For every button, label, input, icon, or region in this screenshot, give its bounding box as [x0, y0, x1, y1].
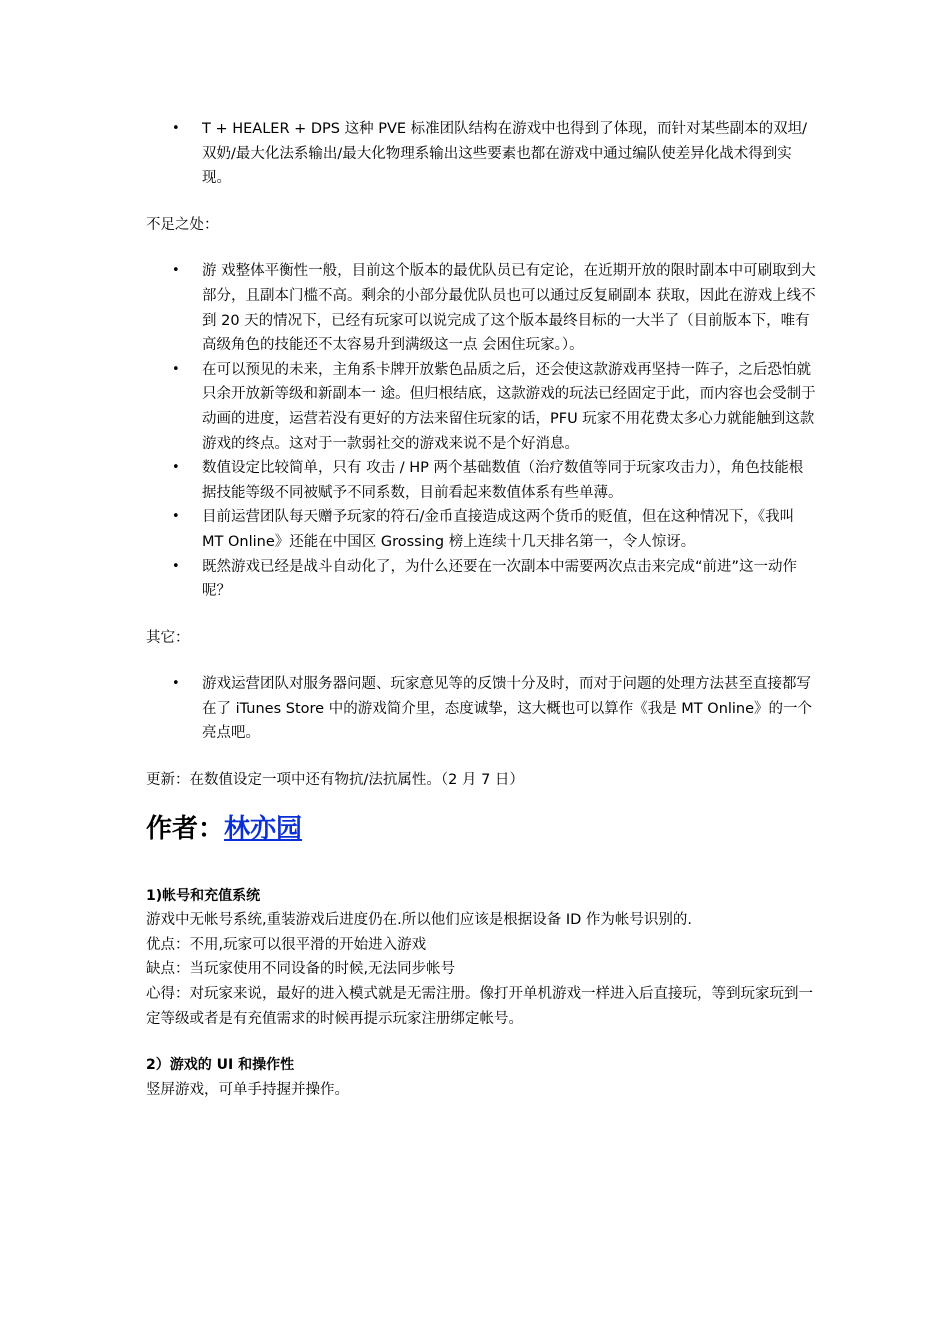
- author-heading: [146, 812, 816, 846]
- cons-list: [146, 259, 816, 603]
- cons-heading: 不足之处：: [146, 216, 219, 233]
- list-item: [146, 358, 816, 456]
- list-item-text: T + HEALER + DPS 这种 PVE 标准团队结构在游戏中也得到了体现，而针对某些副本的双坦/双奶/最大化法系输出/最大化物理系输出这些要素也都在游戏中通过编队使差异化战术得到实现。: [202, 121, 808, 187]
- list-item: [146, 117, 816, 191]
- bullet-icon: •: [172, 509, 180, 525]
- paragraph-line: 优点：不用,玩家可以很平滑的开始进入游戏: [146, 936, 427, 953]
- list-item: [146, 505, 816, 554]
- section-title: 2）游戏的 UI 和操作性: [146, 1057, 295, 1074]
- list-item-text: 目前运营团队每天赠予玩家的符石/金币直接造成这两个货币的贬值，但在这种情况下，《我叫 MT Online》还能在中国区 Grossing 榜上连续十几天排名第一，令人惊讶。: [202, 509, 795, 550]
- paragraph-line: 心得：对玩家来说，最好的进入模式就是无需注册。像打开单机游戏一样进入后直接玩，等到玩家玩到一定等级或者是有充值需求的时候再提示玩家注册绑定帐号。: [146, 986, 813, 1027]
- document-body: [146, 117, 816, 1102]
- list-item: [146, 555, 816, 604]
- list-item-text: 游 戏整体平衡性一般，目前这个版本的最优队员已有定论，在近期开放的限时副本中可刷取到大部分，且副本门槛不高。剩余的小部分最优队员也可以通过反复刷副本 获取，因此在游戏上线不到 20 天的情况下，已经有玩家可以说完成了这个版本最终目标的一大半了（目前版本下，唯有高级角色的技能还不太容易升到满级这一点 会困住玩家。）。: [202, 263, 816, 354]
- author-link[interactable]: 林亦园: [224, 813, 303, 844]
- bullet-icon: •: [172, 676, 180, 692]
- bullet-icon: •: [172, 460, 180, 476]
- list-item-text: 数值设定比较简单，只有 攻击 / HP 两个基础数值（治疗数值等同于玩家攻击力），角色技能根据技能等级不同被赋予不同系数，目前看起来数值体系有些单薄。: [202, 460, 804, 501]
- others-heading: 其它：: [146, 629, 190, 646]
- others-list: [146, 672, 816, 746]
- bullet-icon: •: [172, 263, 180, 279]
- list-item-text: 在可以预见的未来，主角系卡牌开放紫色品质之后，还会使这款游戏再坚持一阵子，之后恐怕就只余开放新等级和新副本一 途。但归根结底，这款游戏的玩法已经固定于此，而内容也会受制于动画的进度，运营若没有更好的方法来留住玩家的话，PFU 玩家不用花费太多心力就能触到这款游戏的终点。这对于一款弱社交的游戏来说不是个好消息。: [202, 361, 816, 452]
- list-item: [146, 259, 816, 357]
- bullet-icon: •: [172, 558, 180, 574]
- section-title: 1)帐号和充值系统: [146, 887, 261, 904]
- bullet-icon: •: [172, 121, 180, 136]
- bullet-icon: •: [172, 361, 180, 377]
- list-item-text: 既然游戏已经是战斗自动化了，为什么还要在一次副本中需要两次点击来完成“前进”这一动作呢？: [202, 558, 798, 600]
- paragraph-line: 游戏中无帐号系统,重装游戏后进度仍在.所以他们应该是根据设备 ID 作为帐号识别的.: [146, 912, 692, 929]
- update-note: 更新：在数值设定一项中还有物抗/法抗属性。（2 月 7 日）: [146, 772, 524, 789]
- paragraph-line: 竖屏游戏，可单手持握并操作。: [146, 1081, 349, 1098]
- paragraph-line: 缺点：当玩家使用不同设备的时候,无法同步帐号: [146, 961, 456, 978]
- list-item: [146, 672, 816, 746]
- pros-list: [146, 117, 816, 191]
- author-prefix: 作者：: [146, 813, 225, 844]
- list-item: [146, 456, 816, 505]
- list-item-text: 游戏运营团队对服务器问题、玩家意见等的反馈十分及时，而对于问题的处理方法甚至直接都写在了 iTunes Store 中的游戏简介里，态度诚挚，这大概也可以算作《我是 MT Online》的一个亮点吧。: [202, 676, 813, 742]
